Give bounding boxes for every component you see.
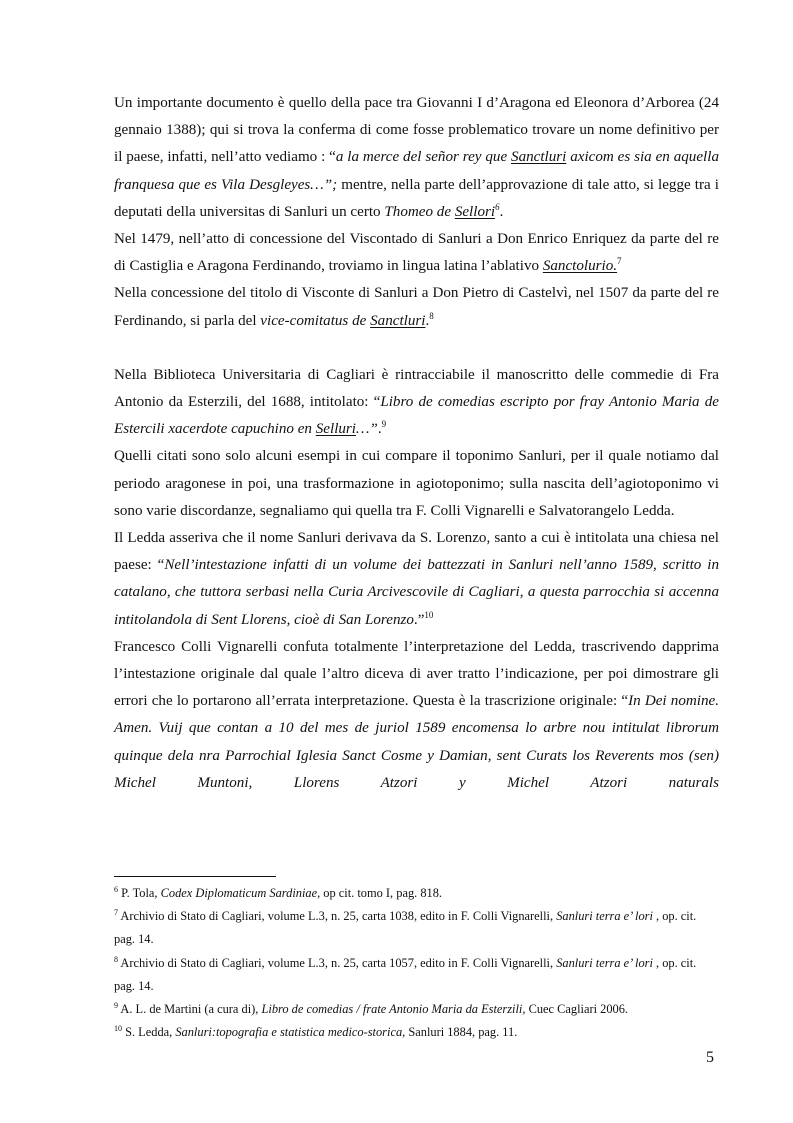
footnote-marker: 8 (429, 310, 434, 321)
text-run: , op cit. tomo I, pag. 818. (317, 886, 443, 900)
body-text (114, 90, 719, 797)
text-run: Archivio di Stato di Cagliari, volume L.3, n. 25, carta 1057, edito in F. Colli Vignarelli, (118, 955, 557, 970)
underlined-toponym: Sanctluri (511, 149, 567, 166)
italic-quote: Libro de comedias / frate Antonio Maria da Esterzili, (261, 1002, 526, 1017)
footnote-fn8 (114, 952, 719, 998)
text-run: Nella concessione del titolo di Visconte di Sanluri a Don Pietro di Castelvì, nel 1507 da parte del re Ferdinando, si parla del (114, 285, 719, 329)
italic-quote: In Dei nomine. Amen. Vuij que contan a 10 del mes de juriol 1589 encomensa lo arbre nou intitulat librorum quinque dela nra Parrochial Iglesia Sanct Cosme y Damian, sent Curats los Reverents mos (sen) Michel Muntoni, Llorens Atzori y Michel Atzori naturals (114, 693, 719, 791)
paragraph-p1 (114, 90, 719, 226)
underlined-toponym: Sanctolurio. (542, 258, 618, 275)
italic-quote: Sanluri terra e’ lori (556, 955, 653, 970)
text-run: Cuec Cagliari 2006. (525, 1002, 629, 1017)
footnote-marker: 8 (114, 954, 118, 964)
text-run: Nella Biblioteca Universitaria di Cagliari è rintracciabile il manoscritto delle commedie di Fra Antonio da Esterzili, del 1688, intitolato: “ (114, 366, 719, 411)
footnotes (114, 882, 719, 1044)
footnote-marker: 6 (114, 884, 118, 894)
footnote-marker: 7 (114, 908, 118, 918)
text-run: Quelli citati sono solo alcuni esempi in cui compare il toponimo Sanluri, per il quale notiamo dal periodo aragonese in poi, una trasformazione in agiotoponimo; sulla nascita dell’agiotoponimo vi sono varie discordanze, segnaliamo qui quella tra F. Colli Vignarelli e Salvatorangelo Ledda. (114, 448, 719, 519)
italic-quote: a la merce del señor rey que (335, 149, 512, 166)
footnote-marker: 10 (424, 609, 434, 620)
text-run: mentre, nella parte dell’approvazione di tale atto, si legge tra i deputati della universitas di Sanluri un certo (114, 176, 719, 220)
footnote-marker: 10 (114, 1024, 122, 1034)
text-run: P. Tola, (118, 886, 161, 900)
text-run: . (499, 203, 504, 220)
paragraph-p4 (114, 362, 719, 444)
paragraph-p7 (114, 634, 719, 797)
italic-quote: Sanluri terra e’ lori (556, 909, 653, 924)
text-run: A. L. de Martini (a cura di), (118, 1002, 262, 1017)
paragraph-p2 (114, 226, 719, 280)
italic-quote: Thomeo de (384, 203, 455, 220)
text-run: Un importante documento è quello della pace tra Giovanni I d’Aragona ed Eleonora d’Arborea (24 gennaio 1388); qui si trova la conferma di come fosse problematico trovare un nome definitivo per il paese, infatti, nell’atto vediamo : “ (114, 95, 719, 166)
text-run: . (425, 312, 430, 329)
italic-quote: Sanluri:topografia e statistica medico-storica (175, 1025, 403, 1040)
text-run: . (377, 421, 382, 438)
underlined-toponym: Selluri (315, 421, 356, 438)
italic-quote: Nell’intestazione infatti di un volume dei battezzati in Sanluri nell’anno 1589, scritto in catalano, che tuttora serbasi nella Curia Arcivescovile di Cagliari, a questa parrocchia si accenna intitolandola di Sent Llorens, cioè di San Lorenzo (114, 557, 719, 628)
text-run: , Sanluri 1884, pag. 11. (402, 1025, 518, 1040)
text-run: , op. cit. pag. 14. (114, 955, 697, 993)
italic-quote: axicom es sia en aquella franquesa que es Vila Desgleyes…”; (114, 149, 719, 193)
italic-quote: vice-comitatus de (260, 312, 371, 329)
text-run: Francesco Colli Vignarelli confuta totalmente l’interpretazione del Ledda, trascrivendo dapprima l’intestazione originale dal quale l’altro diceva di aver tratto l’indicazione, per poi dimostrare gli errori che lo portarono all’errata interpretazione. Questa è la trascrizione originale: “ (114, 638, 719, 710)
footnote-marker: 9 (381, 419, 387, 430)
footnote-fn7 (114, 905, 719, 951)
footnote-marker: 7 (617, 256, 622, 267)
italic-quote: Codex Diplomaticum Sardiniae (160, 886, 318, 900)
text-run: , op. cit. pag. 14. (114, 909, 697, 947)
footnote-marker: 6 (495, 201, 500, 212)
page-number: 5 (706, 1049, 714, 1066)
paragraph-p5 (114, 443, 719, 525)
text-run: .” (413, 611, 425, 628)
text-run: Archivio di Stato di Cagliari, volume L.3, n. 25, carta 1038, edito in F. Colli Vignarelli, (118, 909, 557, 924)
underlined-toponym: Sellori (454, 203, 496, 220)
italic-quote: …” (356, 421, 378, 438)
underlined-toponym: Sanctluri (370, 312, 426, 329)
italic-quote: Libro de comedias escripto por fray Antonio Maria de Estercili xacerdote capuchino en (114, 394, 719, 438)
text-run: Nel 1479, nell’atto di concessione del Viscontado di Sanluri a Don Enrico Enriquez da parte del re di Castiglia e Aragona Ferdinando, troviamo in lingua latina l’ablativo (114, 231, 719, 275)
paragraph-p3 (114, 280, 719, 334)
footnote-marker: 9 (114, 1000, 118, 1010)
paragraph-p6 (114, 525, 719, 634)
text-run: Il Ledda asseriva che il nome Sanluri derivava da S. Lorenzo, santo a cui è intitolata una chiesa nel paese: “ (114, 530, 719, 574)
footnote-fn9 (114, 998, 719, 1021)
footnote-fn10 (114, 1021, 719, 1044)
footnote-separator (114, 876, 276, 877)
text-run: S. Ledda, (122, 1025, 176, 1040)
footnote-fn6 (114, 882, 719, 905)
